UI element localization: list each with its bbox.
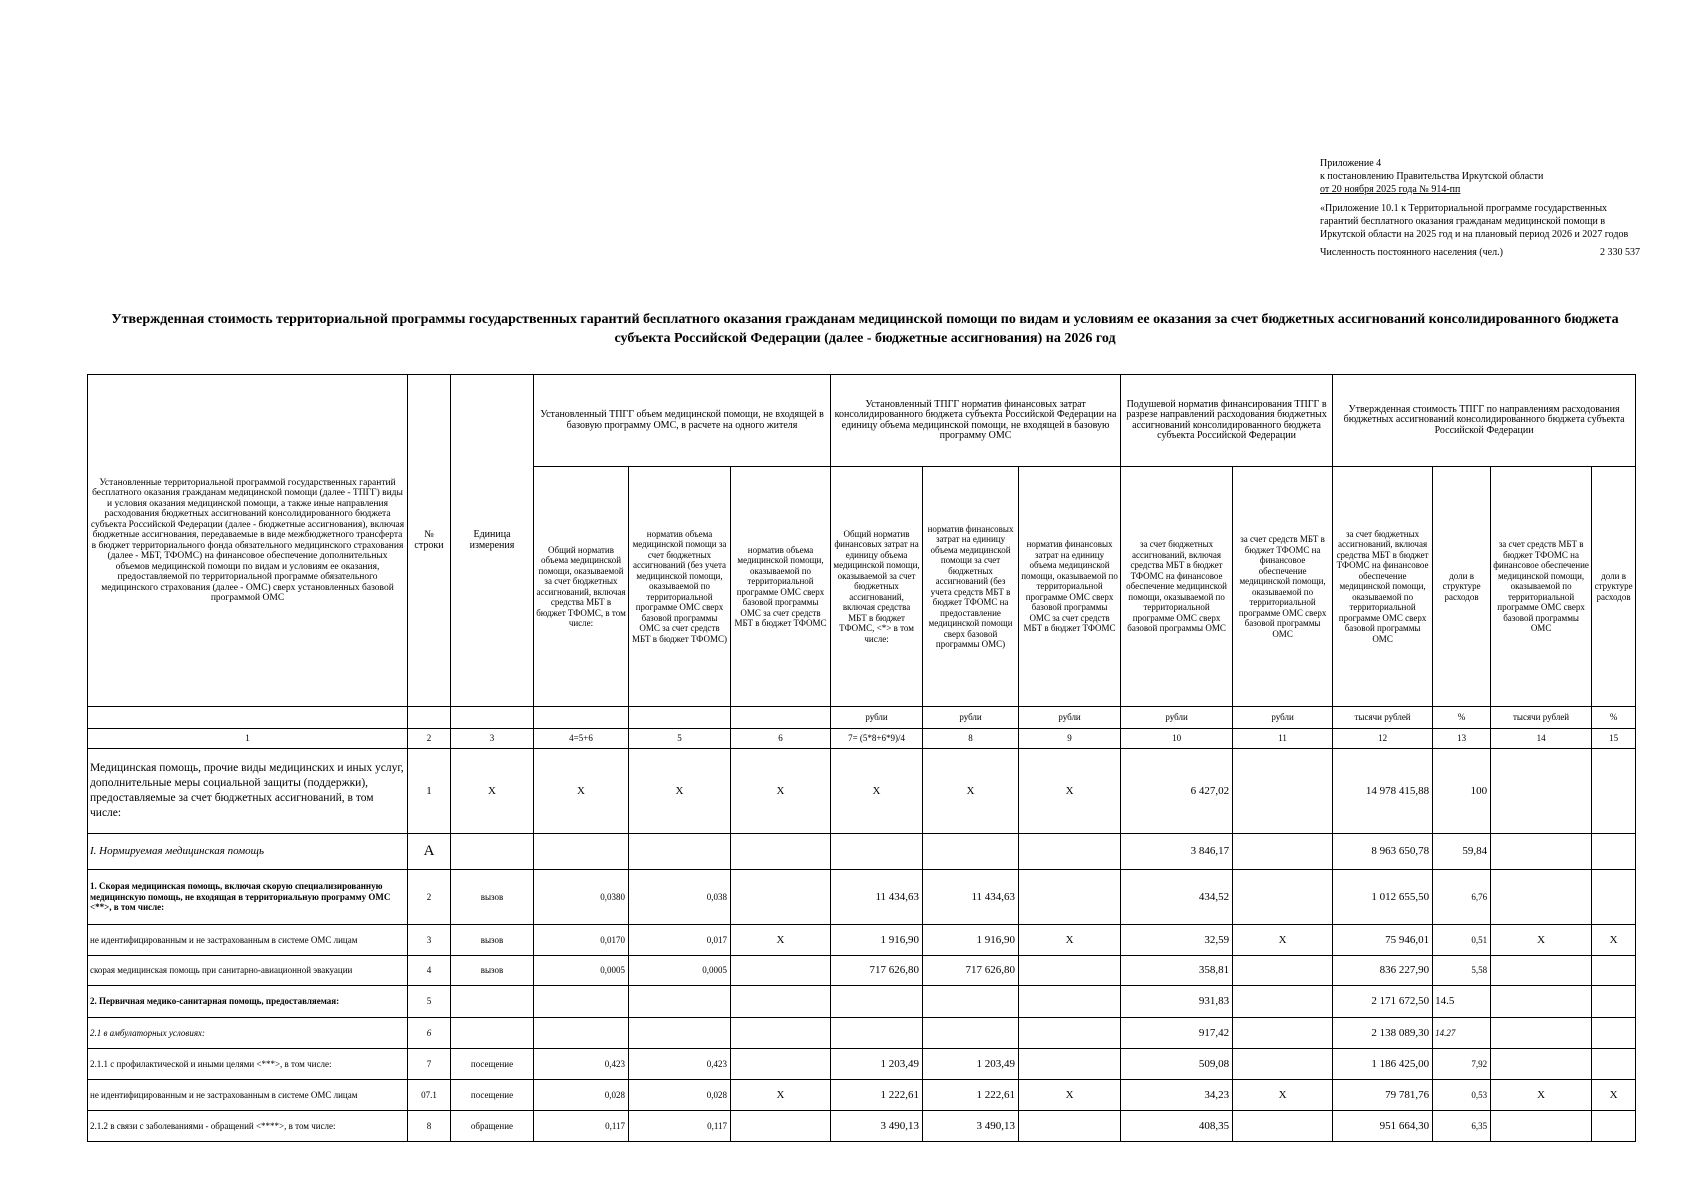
unit-cell: [534, 707, 629, 729]
population-row: [1320, 246, 1640, 259]
cell: Х: [534, 749, 629, 834]
cell: 0,017: [629, 925, 731, 956]
cell: Х: [1233, 925, 1333, 956]
cell: вызов: [451, 956, 534, 986]
cell: 1 222,61: [923, 1080, 1019, 1111]
cell: Х: [1019, 925, 1121, 956]
unit-cell: рубли: [1233, 707, 1333, 729]
cell: 8 963 650,78: [1333, 834, 1433, 870]
column-number: 9: [1019, 729, 1121, 749]
header-col-14: за счет средств МБТ в бюджет ТФОМС на финансовое обеспечение медицинской помощи, оказываемой по территориальной программе ОМС сверх базовой программы ОМС: [1491, 467, 1592, 707]
cell: 6,35: [1433, 1111, 1491, 1142]
population-value: 2 330 537: [1600, 247, 1640, 258]
header-row-1: [88, 375, 1636, 467]
table-row: [88, 956, 1636, 986]
cell: [1592, 870, 1636, 925]
cell: вызов: [451, 870, 534, 925]
cell: [923, 1018, 1019, 1049]
cell: 1 222,61: [831, 1080, 923, 1111]
cell: [1491, 749, 1592, 834]
header-col-3: Единица измерения: [451, 375, 534, 707]
row-label: 2.1.1 с профилактической и иными целями <***>, в том числе:: [88, 1049, 408, 1080]
cell: 100: [1433, 749, 1491, 834]
cell: [1592, 1111, 1636, 1142]
table-row: [88, 1080, 1636, 1111]
column-number: 8: [923, 729, 1019, 749]
cell: [1592, 749, 1636, 834]
row-label: 2.1 в амбулаторных условиях:: [88, 1018, 408, 1049]
cell: [451, 986, 534, 1018]
table-row: [88, 870, 1636, 925]
column-number: 5: [629, 729, 731, 749]
cell: 11 434,63: [831, 870, 923, 925]
cell: [923, 834, 1019, 870]
cell: посещение: [451, 1049, 534, 1080]
row-label: не идентифицированным и не застрахованным в системе ОМС лицам: [88, 1080, 408, 1111]
appendix-line-3: от 20 ноября 2025 года № 914-пп: [1320, 184, 1461, 195]
population-label: Численность постоянного населения (чел.): [1320, 247, 1503, 258]
cell: [831, 834, 923, 870]
cell: 32,59: [1121, 925, 1233, 956]
row-number: 3: [408, 925, 451, 956]
column-number: 14: [1491, 729, 1592, 749]
cell: 0,0005: [534, 956, 629, 986]
row-label: не идентифицированным и не застрахованным в системе ОМС лицам: [88, 925, 408, 956]
cell: [1233, 1049, 1333, 1080]
appendix-line-4: «Приложение 10.1 к Территориальной программе государственных гарантий бесплатного оказания гражданам медицинской помощи в Иркутской области на 2025 год и на плановый период 2026 и 2027 годов: [1320, 203, 1629, 240]
cell: вызов: [451, 925, 534, 956]
unit-cell: [629, 707, 731, 729]
header-col-15: доли в структуре расходов: [1592, 467, 1636, 707]
cell: Х: [731, 925, 831, 956]
cell: 0,51: [1433, 925, 1491, 956]
cell: [731, 986, 831, 1018]
column-number: 1: [88, 729, 408, 749]
table-row: [88, 1111, 1636, 1142]
cell: 917,42: [1121, 1018, 1233, 1049]
cell: [1592, 956, 1636, 986]
header-group-approved-cost: Утвержденная стоимость ТПГГ по направлениям расходования бюджетных ассигнований консолидированного бюджета субъекта Российской Федерации: [1333, 375, 1636, 467]
table-row: [88, 1049, 1636, 1080]
header-col-6: норматив объема медицинской помощи, оказываемой по территориальной программе ОМС сверх базовой программы ОМС за счет средств МБТ в бюджет ТФОМС: [731, 467, 831, 707]
unit-cell: [408, 707, 451, 729]
cell: [629, 986, 731, 1018]
cell: 59,84: [1433, 834, 1491, 870]
cell: [1233, 834, 1333, 870]
cost-table: [87, 374, 1636, 1142]
cell: [1491, 1111, 1592, 1142]
unit-cell: [88, 707, 408, 729]
cell: 34,23: [1121, 1080, 1233, 1111]
column-number: 10: [1121, 729, 1233, 749]
cell: 0,028: [534, 1080, 629, 1111]
cell: [1233, 1018, 1333, 1049]
cell: 717 626,80: [831, 956, 923, 986]
cell: [1233, 956, 1333, 986]
cell: [1491, 834, 1592, 870]
unit-cell: рубли: [1019, 707, 1121, 729]
cell: [1592, 1018, 1636, 1049]
cell: Х: [629, 749, 731, 834]
cell: Х: [1491, 925, 1592, 956]
column-number: 6: [731, 729, 831, 749]
column-number: 11: [1233, 729, 1333, 749]
cell: [1592, 986, 1636, 1018]
cell: 0,028: [629, 1080, 731, 1111]
cell: [1019, 870, 1121, 925]
cell: 14.5: [1433, 986, 1491, 1018]
cell: 1 186 425,00: [1333, 1049, 1433, 1080]
cell: 0,423: [534, 1049, 629, 1080]
cell: [731, 1049, 831, 1080]
cell: [731, 870, 831, 925]
column-number: 3: [451, 729, 534, 749]
cell: 1 203,49: [831, 1049, 923, 1080]
cell: 3 490,13: [923, 1111, 1019, 1142]
cell: Х: [1019, 749, 1121, 834]
cell: 6 427,02: [1121, 749, 1233, 834]
unit-cell: рубли: [923, 707, 1019, 729]
cell: 0,423: [629, 1049, 731, 1080]
cell: [831, 986, 923, 1018]
header-col-10: за счет бюджетных ассигнований, включая средства МБТ в бюджет ТФОМС на финансовое обеспечение медицинской помощи, оказываемой по территориальной программе ОМС сверх базовой программы ОМС: [1121, 467, 1233, 707]
cell: [1019, 956, 1121, 986]
cell: Х: [731, 1080, 831, 1111]
row-number: 07.1: [408, 1080, 451, 1111]
cell: посещение: [451, 1080, 534, 1111]
cell: [1233, 1111, 1333, 1142]
row-number: 2: [408, 870, 451, 925]
table-row: [88, 986, 1636, 1018]
row-number: 1: [408, 749, 451, 834]
cell: [1491, 870, 1592, 925]
header-col-1: Установленные территориальной программой государственных гарантий бесплатного оказания гражданам медицинской помощи (далее - ТПГГ) виды и условия оказания медицинской помощи, а также иные направления расходования бюджетных ассигнований консолидированного бюджета субъекта Российской Федерации (далее - бюджетные ассигнования), включая бюджетные ассигнования, передаваемые в виде межбюджетного трансферта в бюджет территориального фонда обязательного медицинского страхования (далее - МБТ, ТФОМС) на финансовое обеспечение дополнительных объемов медицинской помощи по видам и условиям ее оказания, предоставляемой по территориальной программе обязательного медицинского страхования (далее - ОМС) сверх установленных базовой программой ОМС: [88, 375, 408, 707]
cell: 358,81: [1121, 956, 1233, 986]
cell: 0,0005: [629, 956, 731, 986]
unit-cell: %: [1592, 707, 1636, 729]
cell: Х: [1019, 1080, 1121, 1111]
row-label: 1. Скорая медицинская помощь, включая скорую специализированную медицинскую помощь, не входящая в территориальную программу ОМС <**>, в том числе:: [88, 870, 408, 925]
cell: Х: [1592, 925, 1636, 956]
cell: [1233, 870, 1333, 925]
cell: Х: [923, 749, 1019, 834]
header-col-11: за счет средств МБТ в бюджет ТФОМС на финансовое обеспечение медицинской помощи, оказываемой по территориальной программе ОМС сверх базовой программы ОМС: [1233, 467, 1333, 707]
cell: 0,0380: [534, 870, 629, 925]
cell: Х: [451, 749, 534, 834]
cell: [1233, 986, 1333, 1018]
cell: 1 916,90: [831, 925, 923, 956]
appendix-block: [1320, 157, 1640, 259]
cell: 0,53: [1433, 1080, 1491, 1111]
cell: Х: [1233, 1080, 1333, 1111]
cell: [731, 834, 831, 870]
header-col-5: норматив объема медицинской помощи за счет бюджетных ассигнований (без учета медицинской помощи, оказываемой по территориальной программе ОМС сверх базовой программы ОМС за счет средств МБТ в бюджет ТФОМС): [629, 467, 731, 707]
cell: [534, 834, 629, 870]
cell: [1019, 1018, 1121, 1049]
cell: 3 846,17: [1121, 834, 1233, 870]
header-col-13: доли в структуре расходов: [1433, 467, 1491, 707]
column-number: 15: [1592, 729, 1636, 749]
row-label: 2. Первичная медико-санитарная помощь, предоставляемая:: [88, 986, 408, 1018]
cell: 0,117: [629, 1111, 731, 1142]
cell: 408,35: [1121, 1111, 1233, 1142]
units-row: [88, 707, 1636, 729]
cell: [1491, 986, 1592, 1018]
cell: [1491, 1018, 1592, 1049]
unit-cell: тысячи рублей: [1491, 707, 1592, 729]
unit-cell: рубли: [831, 707, 923, 729]
column-number: 7= (5*8+6*9)/4: [831, 729, 923, 749]
cell: [629, 1018, 731, 1049]
appendix-line-1: Приложение 4: [1320, 158, 1382, 169]
row-number: 6: [408, 1018, 451, 1049]
cell: [1592, 1049, 1636, 1080]
cell: 3 490,13: [831, 1111, 923, 1142]
cell: [1019, 834, 1121, 870]
header-group-volume: Установленный ТПГГ объем медицинской помощи, не входящей в базовую программу ОМС, в расчете на одного жителя: [534, 375, 831, 467]
row-number: 4: [408, 956, 451, 986]
cell: 75 946,01: [1333, 925, 1433, 956]
cell: 1 012 655,50: [1333, 870, 1433, 925]
row-label: I. Нормируемая медицинская помощь: [88, 834, 408, 870]
cell: [1019, 986, 1121, 1018]
unit-cell: рубли: [1121, 707, 1233, 729]
header-group-per-capita: Подушевой норматив финансирования ТПГГ в разрезе направлений расходования бюджетных ассигнований консолидированного бюджета субъекта Российской Федерации: [1121, 375, 1333, 467]
cell: [534, 986, 629, 1018]
row-number: 7: [408, 1049, 451, 1080]
cell: 836 227,90: [1333, 956, 1433, 986]
row-label: скорая медицинская помощь при санитарно-авиационной эвакуации: [88, 956, 408, 986]
unit-cell: тысячи рублей: [1333, 707, 1433, 729]
header-col-8: норматив финансовых затрат на единицу объема медицинской помощи за счет бюджетных ассигнований (без учета средств МБТ в бюджет ТФОМС на предоставление медицинской помощи сверх базовой программы ОМС): [923, 467, 1019, 707]
cell: 1 916,90: [923, 925, 1019, 956]
cell: [629, 834, 731, 870]
header-col-9: норматив финансовых затрат на единицу объема медицинской помощи, оказываемой по территориальной программе ОМС сверх базовой программы ОМС за счет средств МБТ в бюджет ТФОМС: [1019, 467, 1121, 707]
cell: 7,92: [1433, 1049, 1491, 1080]
unit-cell: [451, 707, 534, 729]
cell: [451, 1018, 534, 1049]
cell: 6,76: [1433, 870, 1491, 925]
cell: Х: [1592, 1080, 1636, 1111]
row-label: Медицинская помощь, прочие виды медицинских и иных услуг, дополнительные меры социальной защиты (поддержки), предоставляемые за счет бюджетных ассигнований, в том числе:: [88, 749, 408, 834]
table-row: [88, 749, 1636, 834]
cell: [1233, 749, 1333, 834]
cell: обращение: [451, 1111, 534, 1142]
cell: 951 664,30: [1333, 1111, 1433, 1142]
column-number: 2: [408, 729, 451, 749]
cell: 509,08: [1121, 1049, 1233, 1080]
cell: [1491, 956, 1592, 986]
cell: 5,58: [1433, 956, 1491, 986]
cell: [1019, 1111, 1121, 1142]
cell: [731, 956, 831, 986]
cell: [731, 1111, 831, 1142]
unit-cell: %: [1433, 707, 1491, 729]
header-col-12: за счет бюджетных ассигнований, включая средства МБТ в бюджет ТФОМС на финансовое обеспечение медицинской помощи, оказываемой по территориальной программе ОМС сверх базовой программы ОМС: [1333, 467, 1433, 707]
cell: Х: [731, 749, 831, 834]
column-number: 13: [1433, 729, 1491, 749]
appendix-line-2: к постановлению Правительства Иркутской области: [1320, 171, 1544, 182]
cell: 79 781,76: [1333, 1080, 1433, 1111]
cell: 0,038: [629, 870, 731, 925]
cell: 11 434,63: [923, 870, 1019, 925]
cell: [534, 1018, 629, 1049]
cell: 2 138 089,30: [1333, 1018, 1433, 1049]
cell: 434,52: [1121, 870, 1233, 925]
cell: [731, 1018, 831, 1049]
cell: [1491, 1049, 1592, 1080]
cell: 0,0170: [534, 925, 629, 956]
column-number: 4=5+6: [534, 729, 629, 749]
table-row: [88, 1018, 1636, 1049]
cell: 14.27: [1433, 1018, 1491, 1049]
cell: [1592, 834, 1636, 870]
row-number: 8: [408, 1111, 451, 1142]
header-col-2: № строки: [408, 375, 451, 707]
cell: 14 978 415,88: [1333, 749, 1433, 834]
cell: [451, 834, 534, 870]
cell: [1019, 1049, 1121, 1080]
table-row: [88, 834, 1636, 870]
document-title: Утвержденная стоимость территориальной программы государственных гарантий бесплатного оказания гражданам медицинской помощи по видам и условиям ее оказания за счет бюджетных ассигнований консолидированного бюджета субъекта Российской Федерации (далее - бюджетные ассигнования) на 2026 год: [111, 312, 1619, 346]
cell: [831, 1018, 923, 1049]
cell: 717 626,80: [923, 956, 1019, 986]
unit-cell: [731, 707, 831, 729]
cell: Х: [1491, 1080, 1592, 1111]
cell: [923, 986, 1019, 1018]
row-number: А: [408, 834, 451, 870]
header-col-4: Общий норматив объема медицинской помощи, оказываемой за счет бюджетных ассигнований, включая средства МБТ в бюджет ТФОМС, в том числе:: [534, 467, 629, 707]
cell: 2 171 672,50: [1333, 986, 1433, 1018]
cell: 1 203,49: [923, 1049, 1019, 1080]
column-number-row: [88, 729, 1636, 749]
table-row: [88, 925, 1636, 956]
column-number: 12: [1333, 729, 1433, 749]
cell: 931,83: [1121, 986, 1233, 1018]
cell: 0,117: [534, 1111, 629, 1142]
row-label: 2.1.2 в связи с заболеваниями - обращений <****>, в том числе:: [88, 1111, 408, 1142]
header-col-7: Общий норматив финансовых затрат на единицу объема медицинской помощи, оказываемой за счет бюджетных ассигнований, включая средства МБТ в бюджет ТФОМС, <*> в том числе:: [831, 467, 923, 707]
header-group-cost-norm: Установленный ТПГГ норматив финансовых затрат консолидированного бюджета субъекта Российской Федерации на единицу объема медицинской помощи, не входящей в базовую программу ОМС: [831, 375, 1121, 467]
cell: Х: [831, 749, 923, 834]
row-number: 5: [408, 986, 451, 1018]
